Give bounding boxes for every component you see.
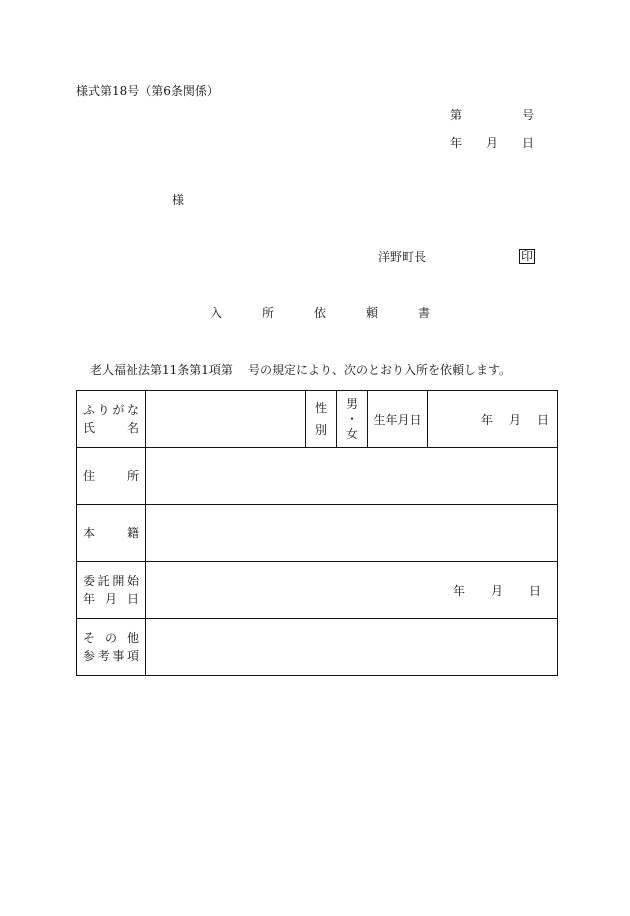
furigana-char: ふ: [83, 403, 96, 417]
consignment-start-label-cell: [77, 562, 146, 619]
domicile-value-cell[interactable]: [146, 505, 558, 562]
body-text-after: 号の規定により、次のとおり入所を依頼します。: [248, 363, 512, 377]
domicile-char: 籍: [126, 526, 139, 540]
request-form-table: [76, 390, 558, 676]
sex-options-cell[interactable]: [337, 391, 368, 448]
domicile-label-cell: [77, 505, 146, 562]
domicile-row: [77, 505, 558, 562]
furigana-char: な: [126, 403, 139, 417]
other-notes-value-cell[interactable]: [146, 619, 558, 676]
form-number-label: 様式第18号（第6条関係）: [76, 84, 219, 98]
date-day: 日: [522, 136, 535, 150]
address-row: [77, 448, 558, 505]
birthdate-value-cell[interactable]: [428, 391, 558, 448]
address-char: 住: [83, 469, 96, 483]
sex-option-separator: ・: [345, 411, 358, 426]
body-text-before: 老人福祉法第11条第1項第: [90, 363, 233, 377]
name-char: 氏: [83, 421, 96, 435]
name-label-cell: [77, 391, 146, 448]
date-month: 月: [486, 136, 499, 150]
other-char: そ: [83, 631, 96, 645]
other-char: 参: [83, 649, 96, 663]
other-notes-row: [77, 619, 558, 676]
birthdate-label: 生年月日: [368, 391, 428, 448]
birth-month-label: 月: [508, 412, 521, 427]
sex-label-cell: [306, 391, 337, 448]
other-char: 考: [97, 649, 110, 663]
other-char: 項: [126, 649, 139, 663]
title-char: 所: [261, 306, 274, 320]
title-char: 依: [313, 306, 326, 320]
name-char: 名: [126, 421, 139, 435]
consignment-start-value-cell[interactable]: [146, 562, 558, 619]
other-char: 他: [126, 631, 139, 645]
seal-mark: 印: [521, 249, 534, 263]
other-char: の: [104, 631, 117, 645]
birth-day-label: 日: [536, 412, 549, 427]
sex-label-char: 別: [314, 423, 327, 437]
consign-char: 始: [126, 574, 139, 588]
title-char: 書: [417, 306, 430, 320]
sex-option-male[interactable]: 男: [345, 396, 358, 411]
other-char: 事: [112, 649, 125, 663]
address-value-cell[interactable]: [146, 448, 558, 505]
consign-year-label: 年: [452, 583, 465, 598]
addressee-honorific: 様: [172, 193, 185, 207]
sex-label-char: 性: [314, 401, 327, 415]
consign-month-label: 月: [490, 583, 503, 598]
title-char: 入: [210, 306, 223, 320]
address-label-cell: [77, 448, 146, 505]
document-number-prefix: 第: [450, 108, 463, 122]
address-char: 所: [126, 469, 139, 483]
consign-char: 年: [83, 592, 96, 606]
consign-char: 月: [104, 592, 117, 606]
consignment-start-row: [77, 562, 558, 619]
consign-char: 開: [112, 574, 125, 588]
furigana-char: り: [97, 403, 110, 417]
document-number-suffix: 号: [522, 108, 535, 122]
date-year: 年: [450, 136, 463, 150]
furigana-char: が: [112, 403, 125, 417]
name-row: [77, 391, 558, 448]
document-title: [210, 306, 430, 320]
consign-char: 日: [126, 592, 139, 606]
consign-char: 託: [97, 574, 110, 588]
birth-year-label: 年: [480, 412, 493, 427]
issuer-name: 洋野町長: [378, 250, 427, 264]
title-char: 頼: [365, 306, 378, 320]
sex-option-female[interactable]: 女: [345, 426, 358, 441]
name-value-cell[interactable]: [146, 391, 306, 448]
other-notes-label-cell: [77, 619, 146, 676]
domicile-char: 本: [83, 526, 96, 540]
consign-char: 委: [83, 574, 96, 588]
consign-day-label: 日: [528, 583, 541, 598]
